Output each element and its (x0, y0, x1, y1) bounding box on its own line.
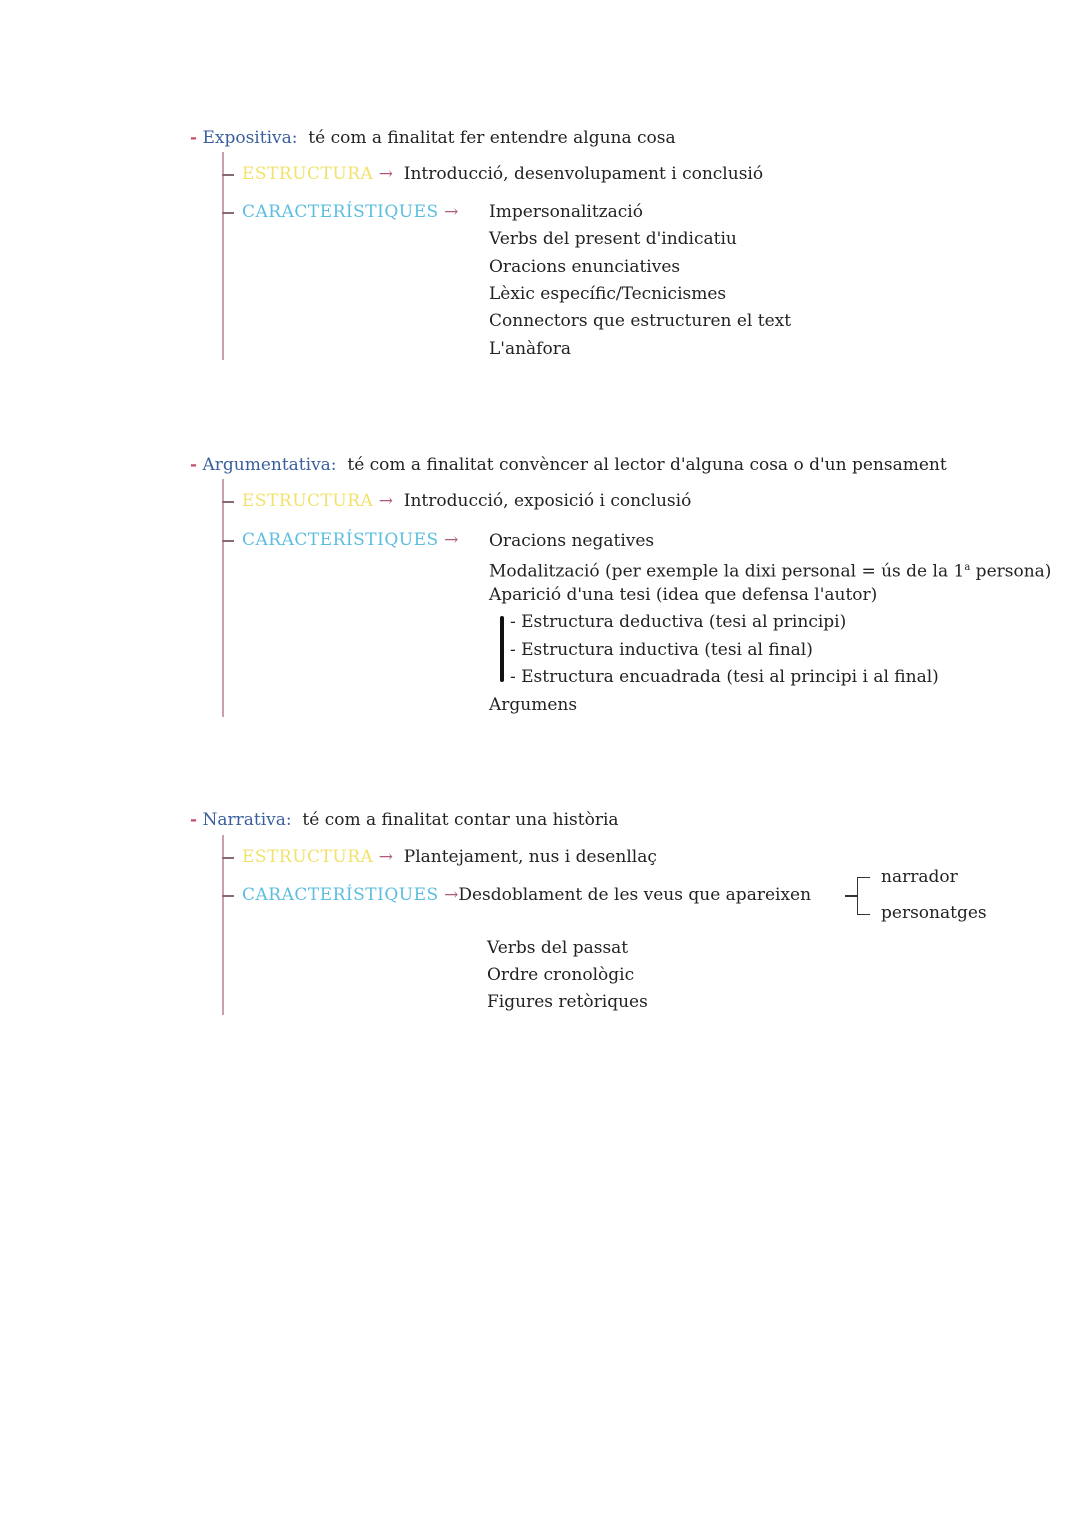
caract-item: Oracions enunciatives (489, 257, 681, 277)
bullet-dash: - (190, 455, 198, 475)
arrow-right-icon: → (444, 885, 459, 905)
caract-item: Oracions negatives (489, 531, 655, 551)
estructura-row (242, 164, 763, 184)
section-heading (190, 455, 947, 475)
brace-line (500, 616, 504, 682)
caract-item: Aparició d'una tesi (idea que defensa l'autor) (489, 585, 878, 605)
sub-item: - Estructura inductiva (tesi al final) (510, 640, 813, 660)
estructura-value: Introducció, exposició i conclusió (403, 491, 692, 511)
arrow-right-icon: → (378, 164, 393, 184)
text-type-definition: té com a finalitat fer entendre alguna cosa (308, 128, 676, 148)
caracteristiques-label: CARACTERÍSTIQUES (242, 530, 439, 550)
caract-item: Verbs del present d'indicatiu (489, 229, 737, 249)
text-type-name: Argumentativa: (202, 455, 337, 475)
bracket-stub (845, 895, 857, 897)
section-heading (190, 810, 619, 830)
tree-branch-line (222, 895, 234, 897)
caracteristiques-label: CARACTERÍSTIQUES (242, 202, 439, 222)
caract-item-text: Modalització (per exemple la dixi personal = ús de la 1 (489, 561, 965, 582)
bullet-dash: - (190, 128, 198, 148)
bracket-icon (857, 877, 870, 915)
estructura-value: Introducció, desenvolupament i conclusió (403, 164, 764, 184)
tree-branch-line (222, 212, 234, 214)
caract-item: L'anàfora (489, 339, 571, 359)
caract-item: Verbs del passat (487, 938, 629, 958)
arrow-right-icon: → (378, 491, 393, 511)
tree-vertical-line (222, 835, 224, 1015)
caracteristiques-row (242, 885, 811, 905)
caracteristiques-label: CARACTERÍSTIQUES (242, 885, 439, 905)
superscript: a (964, 562, 971, 573)
caract-item: Figures retòriques (487, 992, 648, 1012)
branch-item: narrador (881, 867, 958, 887)
estructura-label: ESTRUCTURA (242, 847, 374, 867)
caract-item: Connectors que estructuren el text (489, 311, 792, 331)
bullet-dash: - (190, 810, 198, 830)
text-type-definition: té com a finalitat convèncer al lector d'alguna cosa o d'un pensament (347, 455, 947, 475)
caract-item: Lèxic específic/Tecnicismes (489, 284, 727, 304)
text-type-name: Narrativa: (202, 810, 292, 830)
caract-item: Desdoblament de les veus que apareixen (458, 885, 812, 905)
arrow-right-icon: → (378, 847, 393, 867)
tree-vertical-line (222, 479, 224, 717)
caract-item: Impersonalització (489, 202, 643, 222)
caract-item: Argumens (489, 695, 578, 715)
tree-vertical-line (222, 152, 224, 360)
text-type-definition: té com a finalitat contar una història (302, 810, 619, 830)
text-type-name: Expositiva: (202, 128, 298, 148)
arrow-right-icon: → (444, 530, 459, 550)
caract-item-modalitzacio (489, 558, 1051, 582)
estructura-label: ESTRUCTURA (242, 491, 374, 511)
sub-item: - Estructura deductiva (tesi al principi) (510, 612, 847, 632)
caract-item: Ordre cronològic (487, 965, 635, 985)
tree-branch-line (222, 501, 234, 503)
estructura-value: Plantejament, nus i desenllaç (403, 847, 657, 867)
caracteristiques-row (242, 202, 458, 222)
branch-item: personatges (881, 903, 987, 923)
section-heading (190, 128, 676, 148)
tree-branch-line (222, 174, 234, 176)
tree-branch-line (222, 857, 234, 859)
estructura-label: ESTRUCTURA (242, 164, 374, 184)
tree-branch-line (222, 540, 234, 542)
sub-item: - Estructura encuadrada (tesi al principi i al final) (510, 667, 939, 687)
caract-item-tail: persona) (970, 561, 1052, 582)
arrow-right-icon: → (444, 202, 459, 222)
estructura-row (242, 491, 691, 511)
estructura-row (242, 847, 657, 867)
caracteristiques-row (242, 530, 458, 550)
